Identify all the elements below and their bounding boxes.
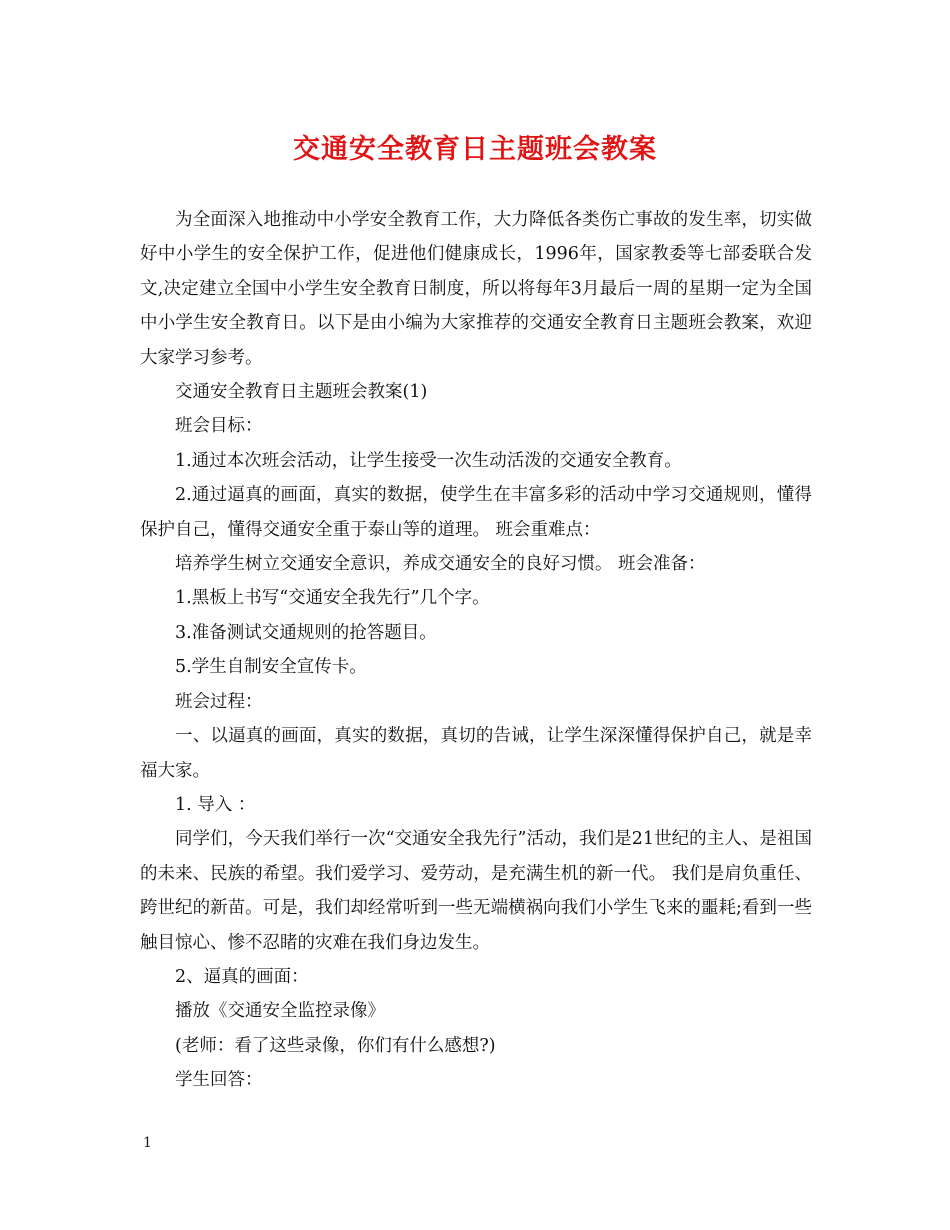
document-body (140, 203, 812, 1098)
teacher-speech-paragraph: 同学们，今天我们举行一次“交通安全我先行”活动，我们是21世纪的主人、是祖国的未来、民族的希望。我们爱学习、爱劳动，是充满生机的新一代。 我们是肩负重任、跨世纪的新苗。可是，我们却经常听到一些无端横祸向我们小学生飞来的噩耗;看到一些触目惊心、惨不忍睹的灾难在我们身边发生。 (140, 829, 812, 953)
preparation-item: 3.准备测试交通规则的抢答题目。 (175, 622, 437, 643)
intro-subheading: 1. 导入 ： (175, 794, 256, 815)
page-number: 1 (143, 1135, 152, 1151)
document-title: 交通安全教育日主题班会教案 (293, 134, 657, 165)
preparation-item: 1.黑板上书写“交通安全我先行”几个字。 (175, 588, 490, 609)
teacher-question-paragraph: (老师：看了这些录像，你们有什么感想?) (175, 1035, 496, 1056)
intro-paragraph: 为全面深入地推动中小学安全教育工作，大力降低各类伤亡事故的发生率，切实做好中小学生的安全保护工作，促进他们健康成长，1996年，国家教委等七部委联合发文,决定建立全国中小学生安全教育日制度，所以将每年3月最后一周的星期一定为全国中小学生安全教育日。以下是由小编为大家推荐的交通安全教育日主题班会教案，欢迎大家学习参考。 (140, 210, 812, 368)
process-section-heading: 一、以逼真的画面，真实的数据，真切的告诫，让学生深深懂得保护自己，就是幸福大家。 (140, 726, 812, 781)
realistic-scenes-subheading: 2、逼真的画面： (175, 966, 309, 987)
key-points-paragraph: 培养学生树立交通安全意识，养成交通安全的良好习惯。 班会准备： (175, 554, 706, 575)
objectives-heading: 班会目标： (175, 416, 263, 437)
objective-item: 1.通过本次班会活动，让学生接受一次生动活泼的交通安全教育。 (175, 450, 682, 471)
preparation-item: 5.学生自制安全宣传卡。 (175, 657, 367, 678)
video-playback-paragraph: 播放《交通安全监控录像》 (175, 1001, 385, 1022)
lesson-plan-heading: 交通安全教育日主题班会教案(1) (175, 382, 428, 403)
objective-item: 2.通过逼真的画面，真实的数据，使学生在丰富多彩的活动中学习交通规则，懂得保护自己，懂得交通安全重于泰山等的道理。 班会重难点： (140, 485, 812, 540)
student-answer-paragraph: 学生回答： (175, 1070, 263, 1091)
process-heading: 班会过程： (175, 691, 263, 712)
